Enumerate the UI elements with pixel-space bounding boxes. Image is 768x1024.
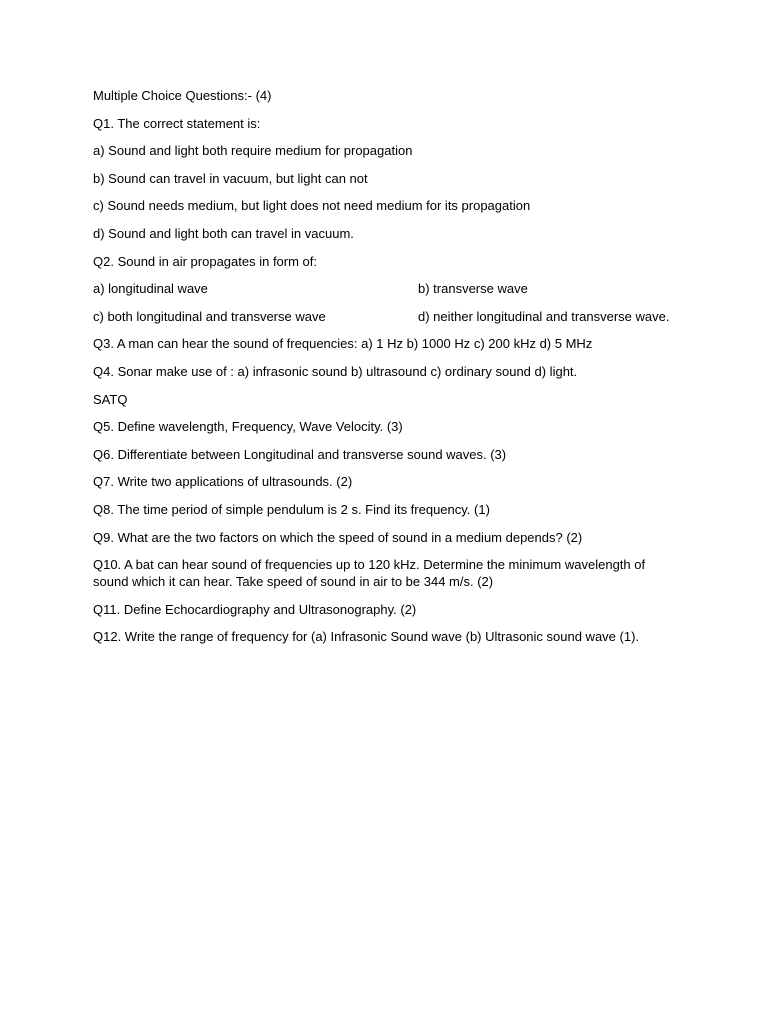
question-10: Q10. A bat can hear sound of frequencies up to 120 kHz. Determine the minimum wavelength of sound which it can hear. Take speed of sound in air to be 344 m/s. (2): [93, 557, 646, 590]
question-4: Q4. Sonar make use of : a) infrasonic sound b) ultrasound c) ordinary sound d) light.: [93, 363, 578, 379]
question-9: Q9. What are the two factors on which the speed of sound in a medium depends? (2): [93, 529, 583, 545]
question-2: Q2. Sound in air propagates in form of:: [93, 253, 318, 269]
question-3: Q3. A man can hear the sound of frequencies: a) 1 Hz b) 1000 Hz c) 200 kHz d) 5 MHz: [93, 336, 593, 352]
q1-option-a: a) Sound and light both require medium for propagation: [93, 143, 413, 159]
q2-options-row-1: [93, 280, 693, 297]
document-page: [93, 87, 693, 656]
section-heading-mcq: Multiple Choice Questions:- (4): [93, 88, 272, 103]
q2-options-row-2: [93, 308, 693, 325]
q1-option-c: c) Sound needs medium, but light does not need medium for its propagation: [93, 198, 531, 214]
q1-option-b: b) Sound can travel in vacuum, but light can not: [93, 170, 368, 186]
section-heading-satq: SATQ: [93, 391, 128, 407]
question-5: Q5. Define wavelength, Frequency, Wave Velocity. (3): [93, 419, 403, 435]
q2-option-b: b) transverse wave: [418, 281, 528, 297]
question-7: Q7. Write two applications of ultrasounds. (2): [93, 474, 353, 490]
q2-option-d: d) neither longitudinal and transverse wave.: [418, 308, 670, 324]
q1-option-d: d) Sound and light both can travel in vacuum.: [93, 225, 354, 241]
question-11: Q11. Define Echocardiography and Ultrasonography. (2): [93, 601, 417, 617]
q2-option-a: a) longitudinal wave: [93, 281, 208, 297]
q2-option-c: c) both longitudinal and transverse wave: [93, 308, 326, 324]
question-1: Q1. The correct statement is:: [93, 115, 261, 131]
question-8: Q8. The time period of simple pendulum is 2 s. Find its frequency. (1): [93, 501, 490, 517]
question-12: Q12. Write the range of frequency for (a) Infrasonic Sound wave (b) Ultrasonic sound wave (1).: [93, 629, 640, 645]
question-6: Q6. Differentiate between Longitudinal and transverse sound waves. (3): [93, 446, 507, 462]
